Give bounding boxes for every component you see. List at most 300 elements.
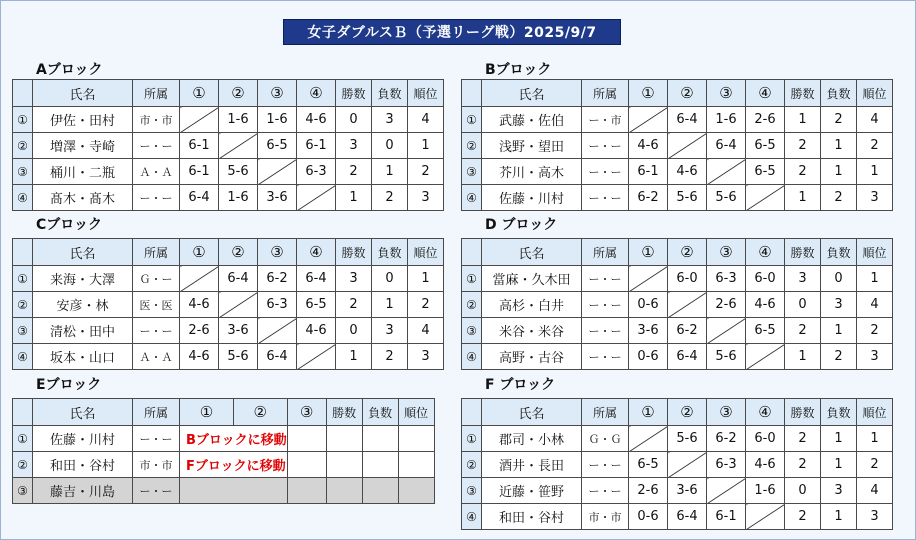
- table-row: [13, 266, 444, 292]
- score-cell: 6-5: [746, 159, 785, 185]
- table-row: [462, 107, 893, 133]
- losses-cell: 2: [821, 344, 857, 370]
- moved-note: [180, 478, 288, 504]
- header-wins: 勝数: [785, 239, 821, 266]
- header-corner: [13, 399, 33, 426]
- header-opponent-3: ③: [707, 80, 746, 107]
- header-opponent-2: ②: [668, 80, 707, 107]
- score-cell: 6-5: [746, 133, 785, 159]
- rank-cell: 1: [408, 266, 444, 292]
- player-names: 伊佐・田村: [33, 107, 133, 133]
- score-cell: [287, 478, 326, 504]
- score-cell: 4-6: [668, 159, 707, 185]
- header-opponent-3: ③: [258, 239, 297, 266]
- diagonal-cell: [746, 504, 785, 530]
- score-cell: 2-6: [629, 478, 668, 504]
- score-cell: 3-6: [668, 478, 707, 504]
- score-cell: 6-5: [297, 292, 336, 318]
- player-affiliation: Ａ・Ａ: [133, 344, 180, 370]
- header-wins: 勝数: [326, 399, 362, 426]
- score-cell: 1-6: [746, 478, 785, 504]
- header-opponent-2: ②: [668, 399, 707, 426]
- wins-cell: 3: [336, 266, 372, 292]
- score-cell: 6-2: [668, 318, 707, 344]
- player-names: 和田・谷村: [33, 452, 133, 478]
- player-names: 酒井・長田: [482, 452, 582, 478]
- rank-cell: 2: [857, 133, 893, 159]
- header-wins: 勝数: [336, 239, 372, 266]
- score-cell: 6-2: [629, 185, 668, 211]
- block-e-table: [12, 398, 435, 504]
- rank-cell: 1: [857, 159, 893, 185]
- table-row: [13, 292, 444, 318]
- losses-cell: 0: [372, 133, 408, 159]
- score-cell: 6-1: [629, 159, 668, 185]
- header-affiliation: 所属: [582, 80, 629, 107]
- header-opponent-2: ②: [233, 399, 287, 426]
- score-cell: 5-6: [668, 185, 707, 211]
- table-row: [462, 133, 893, 159]
- header-row: [13, 399, 435, 426]
- losses-cell: 3: [821, 478, 857, 504]
- diagonal-cell: [668, 292, 707, 318]
- rank-cell: 4: [408, 318, 444, 344]
- header-opponent-4: ④: [297, 80, 336, 107]
- header-rank: 順位: [857, 80, 893, 107]
- header-opponent-1: ①: [629, 239, 668, 266]
- player-names: 藤吉・川島: [33, 478, 133, 504]
- header-corner: [13, 239, 33, 266]
- wins-cell: 2: [785, 133, 821, 159]
- losses-cell: 2: [821, 107, 857, 133]
- player-affiliation: ー・ー: [133, 478, 180, 504]
- header-rank: 順位: [398, 399, 434, 426]
- header-opponent-1: ①: [180, 80, 219, 107]
- table-row: [462, 504, 893, 530]
- header-rank: 順位: [408, 239, 444, 266]
- moved-note: Bブロックに移動: [180, 426, 288, 452]
- header-wins: 勝数: [785, 80, 821, 107]
- losses-cell: 1: [821, 318, 857, 344]
- block-e-title: Eブロック: [36, 377, 102, 393]
- score-cell: 0-6: [629, 292, 668, 318]
- score-cell: 2-6: [707, 292, 746, 318]
- row-number: ②: [13, 292, 33, 318]
- score-cell: 4-6: [629, 133, 668, 159]
- row-number: ①: [462, 426, 482, 452]
- losses-cell: 0: [821, 266, 857, 292]
- diagonal-cell: [629, 426, 668, 452]
- table-row: [13, 159, 444, 185]
- diagonal-cell: [707, 159, 746, 185]
- wins-cell: 0: [336, 318, 372, 344]
- table-row: [462, 452, 893, 478]
- header-opponent-2: ②: [219, 239, 258, 266]
- block-c-table: [12, 238, 444, 370]
- row-number: ④: [462, 344, 482, 370]
- losses-cell: 2: [372, 344, 408, 370]
- header-affiliation: 所属: [133, 80, 180, 107]
- table-row: [462, 318, 893, 344]
- player-names: 郡司・小林: [482, 426, 582, 452]
- wins-cell: 1: [785, 344, 821, 370]
- player-names: 安彦・林: [33, 292, 133, 318]
- wins-cell: 2: [785, 159, 821, 185]
- player-affiliation: ー・市: [582, 107, 629, 133]
- score-cell: 5-6: [707, 344, 746, 370]
- player-names: 近藤・笹野: [482, 478, 582, 504]
- rank-cell: 3: [408, 185, 444, 211]
- player-affiliation: ー・ー: [133, 133, 180, 159]
- page-title: 女子ダブルスＢ（予選リーグ戦）2025/9/7: [283, 19, 621, 45]
- score-cell: 6-4: [707, 133, 746, 159]
- score-cell: 5-6: [219, 159, 258, 185]
- player-affiliation: ー・ー: [582, 159, 629, 185]
- player-affiliation: Ｇ・Ｇ: [582, 426, 629, 452]
- score-cell: 6-2: [707, 426, 746, 452]
- diagonal-cell: [707, 318, 746, 344]
- row-number: ④: [462, 185, 482, 211]
- diagonal-cell: [668, 452, 707, 478]
- header-opponent-4: ④: [746, 399, 785, 426]
- header-opponent-3: ③: [258, 80, 297, 107]
- table-row: [462, 185, 893, 211]
- player-affiliation: ー・ー: [582, 292, 629, 318]
- wins-cell: [326, 478, 362, 504]
- rank-cell: 1: [857, 266, 893, 292]
- header-name: 氏名: [482, 239, 582, 266]
- wins-cell: 1: [336, 185, 372, 211]
- block-b-title: Bブロック: [485, 62, 552, 78]
- header-row: [13, 80, 444, 107]
- score-cell: 6-1: [180, 133, 219, 159]
- header-affiliation: 所属: [133, 399, 180, 426]
- header-opponent-3: ③: [287, 399, 326, 426]
- score-cell: 4-6: [297, 318, 336, 344]
- rank-cell: 4: [408, 107, 444, 133]
- score-cell: 4-6: [746, 292, 785, 318]
- wins-cell: 1: [785, 185, 821, 211]
- diagonal-cell: [258, 159, 297, 185]
- wins-cell: 0: [785, 292, 821, 318]
- player-names: 佐藤・川村: [33, 426, 133, 452]
- player-names: 桶川・二瓶: [33, 159, 133, 185]
- score-cell: 6-3: [297, 159, 336, 185]
- header-rank: 順位: [857, 239, 893, 266]
- score-cell: [287, 452, 326, 478]
- player-names: 芥川・高木: [482, 159, 582, 185]
- score-cell: 6-4: [180, 185, 219, 211]
- diagonal-cell: [746, 344, 785, 370]
- wins-cell: 0: [785, 478, 821, 504]
- row-number: ③: [462, 478, 482, 504]
- player-names: 高野・古谷: [482, 344, 582, 370]
- header-opponent-3: ③: [707, 399, 746, 426]
- losses-cell: 2: [372, 185, 408, 211]
- header-losses: 負数: [362, 399, 398, 426]
- header-corner: [462, 399, 482, 426]
- wins-cell: 2: [336, 292, 372, 318]
- diagonal-cell: [297, 344, 336, 370]
- row-number: ④: [13, 185, 33, 211]
- player-affiliation: ー・ー: [133, 318, 180, 344]
- score-cell: 1-6: [707, 107, 746, 133]
- player-names: 武藤・佐伯: [482, 107, 582, 133]
- score-cell: 6-3: [258, 292, 297, 318]
- player-names: 髙木・髙木: [33, 185, 133, 211]
- losses-cell: [362, 478, 398, 504]
- moved-note: Fブロックに移動: [180, 452, 288, 478]
- score-cell: 6-5: [746, 318, 785, 344]
- score-cell: 2-6: [180, 318, 219, 344]
- rank-cell: 3: [857, 504, 893, 530]
- score-cell: 4-6: [180, 344, 219, 370]
- header-row: [13, 239, 444, 266]
- player-names: 増澤・寺崎: [33, 133, 133, 159]
- player-affiliation: ー・ー: [582, 266, 629, 292]
- score-cell: 5-6: [668, 426, 707, 452]
- score-cell: 4-6: [746, 452, 785, 478]
- header-affiliation: 所属: [133, 239, 180, 266]
- header-name: 氏名: [33, 399, 133, 426]
- header-opponent-1: ①: [629, 80, 668, 107]
- score-cell: 4-6: [297, 107, 336, 133]
- row-number: ③: [462, 159, 482, 185]
- wins-cell: 1: [336, 344, 372, 370]
- header-row: [462, 80, 893, 107]
- score-cell: [287, 426, 326, 452]
- losses-cell: 1: [821, 133, 857, 159]
- score-cell: 6-4: [258, 344, 297, 370]
- header-name: 氏名: [482, 80, 582, 107]
- header-name: 氏名: [33, 80, 133, 107]
- losses-cell: [362, 426, 398, 452]
- diagonal-cell: [258, 318, 297, 344]
- header-opponent-4: ④: [746, 80, 785, 107]
- player-affiliation: 医・医: [133, 292, 180, 318]
- score-cell: 1-6: [219, 185, 258, 211]
- rank-cell: 2: [857, 452, 893, 478]
- row-number: ④: [462, 504, 482, 530]
- diagonal-cell: [707, 478, 746, 504]
- table-row: [13, 426, 435, 452]
- wins-cell: [326, 426, 362, 452]
- block-a-table: [12, 79, 444, 211]
- table-row: [13, 133, 444, 159]
- rank-cell: 4: [857, 107, 893, 133]
- rank-cell: 2: [408, 159, 444, 185]
- player-affiliation: 市・市: [582, 504, 629, 530]
- table-row: [13, 185, 444, 211]
- wins-cell: 3: [785, 266, 821, 292]
- score-cell: 6-1: [297, 133, 336, 159]
- header-affiliation: 所属: [582, 399, 629, 426]
- header-wins: 勝数: [336, 80, 372, 107]
- diagonal-cell: [180, 107, 219, 133]
- player-affiliation: ー・ー: [582, 478, 629, 504]
- row-number: ②: [13, 133, 33, 159]
- diagonal-cell: [668, 133, 707, 159]
- rank-cell: 4: [857, 478, 893, 504]
- wins-cell: 2: [336, 159, 372, 185]
- row-number: ④: [13, 344, 33, 370]
- score-cell: 0-6: [629, 344, 668, 370]
- diagonal-cell: [746, 185, 785, 211]
- score-cell: 6-4: [219, 266, 258, 292]
- score-cell: 3-6: [629, 318, 668, 344]
- score-cell: 6-5: [258, 133, 297, 159]
- losses-cell: 1: [372, 292, 408, 318]
- rank-cell: 3: [857, 344, 893, 370]
- player-affiliation: ー・ー: [133, 185, 180, 211]
- score-cell: 6-4: [668, 107, 707, 133]
- wins-cell: 2: [785, 452, 821, 478]
- losses-cell: 3: [821, 292, 857, 318]
- wins-cell: [326, 452, 362, 478]
- rank-cell: 4: [857, 292, 893, 318]
- losses-cell: [362, 452, 398, 478]
- row-number: ③: [13, 318, 33, 344]
- player-affiliation: ー・ー: [582, 185, 629, 211]
- header-corner: [462, 239, 482, 266]
- row-number: ②: [462, 133, 482, 159]
- header-opponent-4: ④: [297, 239, 336, 266]
- table-row: [13, 452, 435, 478]
- losses-cell: 1: [821, 452, 857, 478]
- player-affiliation: ー・ー: [133, 426, 180, 452]
- header-row: [462, 239, 893, 266]
- row-number: ①: [462, 107, 482, 133]
- wins-cell: 2: [785, 504, 821, 530]
- player-affiliation: 市・市: [133, 107, 180, 133]
- header-corner: [13, 80, 33, 107]
- row-number: ②: [13, 452, 33, 478]
- wins-cell: 3: [336, 133, 372, 159]
- player-affiliation: ー・ー: [582, 133, 629, 159]
- losses-cell: 3: [372, 107, 408, 133]
- header-losses: 負数: [821, 239, 857, 266]
- score-cell: 6-4: [668, 504, 707, 530]
- rank-cell: 2: [857, 318, 893, 344]
- table-row: [462, 426, 893, 452]
- score-cell: 4-6: [180, 292, 219, 318]
- table-row: [462, 266, 893, 292]
- row-number: ①: [462, 266, 482, 292]
- score-cell: 6-2: [258, 266, 297, 292]
- diagonal-cell: [219, 292, 258, 318]
- header-losses: 負数: [372, 239, 408, 266]
- losses-cell: 2: [821, 185, 857, 211]
- header-opponent-1: ①: [180, 399, 234, 426]
- player-names: 高杉・白井: [482, 292, 582, 318]
- block-f-title: F ブロック: [485, 377, 556, 393]
- row-number: ①: [13, 266, 33, 292]
- row-number: ①: [13, 107, 33, 133]
- header-opponent-4: ④: [746, 239, 785, 266]
- score-cell: 5-6: [219, 344, 258, 370]
- table-row: [13, 318, 444, 344]
- header-affiliation: 所属: [582, 239, 629, 266]
- score-cell: 6-3: [707, 452, 746, 478]
- header-name: 氏名: [33, 239, 133, 266]
- score-cell: 2-6: [746, 107, 785, 133]
- row-number: ②: [462, 452, 482, 478]
- losses-cell: 1: [821, 504, 857, 530]
- header-opponent-2: ②: [219, 80, 258, 107]
- diagonal-cell: [219, 133, 258, 159]
- header-row: [462, 399, 893, 426]
- header-rank: 順位: [857, 399, 893, 426]
- rank-cell: [398, 452, 434, 478]
- player-names: 和田・谷村: [482, 504, 582, 530]
- score-cell: 0-6: [629, 504, 668, 530]
- header-losses: 負数: [372, 80, 408, 107]
- player-affiliation: Ａ・Ａ: [133, 159, 180, 185]
- rank-cell: [398, 478, 434, 504]
- score-cell: 6-0: [746, 426, 785, 452]
- block-f-table: [461, 398, 893, 530]
- rank-cell: 1: [857, 426, 893, 452]
- block-a-title: Aブロック: [36, 62, 103, 78]
- score-cell: 3-6: [219, 318, 258, 344]
- player-names: 来海・大澤: [33, 266, 133, 292]
- row-number: ①: [13, 426, 33, 452]
- player-names: 清松・田中: [33, 318, 133, 344]
- table-row: [462, 478, 893, 504]
- rank-cell: 3: [857, 185, 893, 211]
- losses-cell: 3: [372, 318, 408, 344]
- player-names: 坂本・山口: [33, 344, 133, 370]
- player-names: 浅野・望田: [482, 133, 582, 159]
- table-row: [462, 292, 893, 318]
- player-names: 佐藤・川村: [482, 185, 582, 211]
- header-rank: 順位: [408, 80, 444, 107]
- table-row: [462, 344, 893, 370]
- score-cell: 1-6: [219, 107, 258, 133]
- player-names: 當麻・久木田: [482, 266, 582, 292]
- losses-cell: 0: [372, 266, 408, 292]
- block-b-table: [461, 79, 893, 211]
- block-d-title: D ブロック: [485, 217, 558, 233]
- table-row: [13, 344, 444, 370]
- block-c-title: Cブロック: [36, 217, 102, 233]
- table-row: [13, 478, 435, 504]
- diagonal-cell: [629, 107, 668, 133]
- row-number: ③: [462, 318, 482, 344]
- header-losses: 負数: [821, 80, 857, 107]
- header-opponent-1: ①: [629, 399, 668, 426]
- score-cell: 6-0: [746, 266, 785, 292]
- score-cell: 5-6: [707, 185, 746, 211]
- block-d-table: [461, 238, 893, 370]
- table-row: [13, 107, 444, 133]
- wins-cell: 0: [336, 107, 372, 133]
- diagonal-cell: [629, 266, 668, 292]
- header-opponent-1: ①: [180, 239, 219, 266]
- score-cell: 6-1: [180, 159, 219, 185]
- header-opponent-2: ②: [668, 239, 707, 266]
- player-affiliation: 市・市: [133, 452, 180, 478]
- player-names: 米谷・米谷: [482, 318, 582, 344]
- player-affiliation: Ｇ・ー: [133, 266, 180, 292]
- header-name: 氏名: [482, 399, 582, 426]
- diagonal-cell: [180, 266, 219, 292]
- score-cell: 1-6: [258, 107, 297, 133]
- score-cell: 6-1: [707, 504, 746, 530]
- rank-cell: 1: [408, 133, 444, 159]
- score-cell: 6-0: [668, 266, 707, 292]
- score-cell: 6-5: [629, 452, 668, 478]
